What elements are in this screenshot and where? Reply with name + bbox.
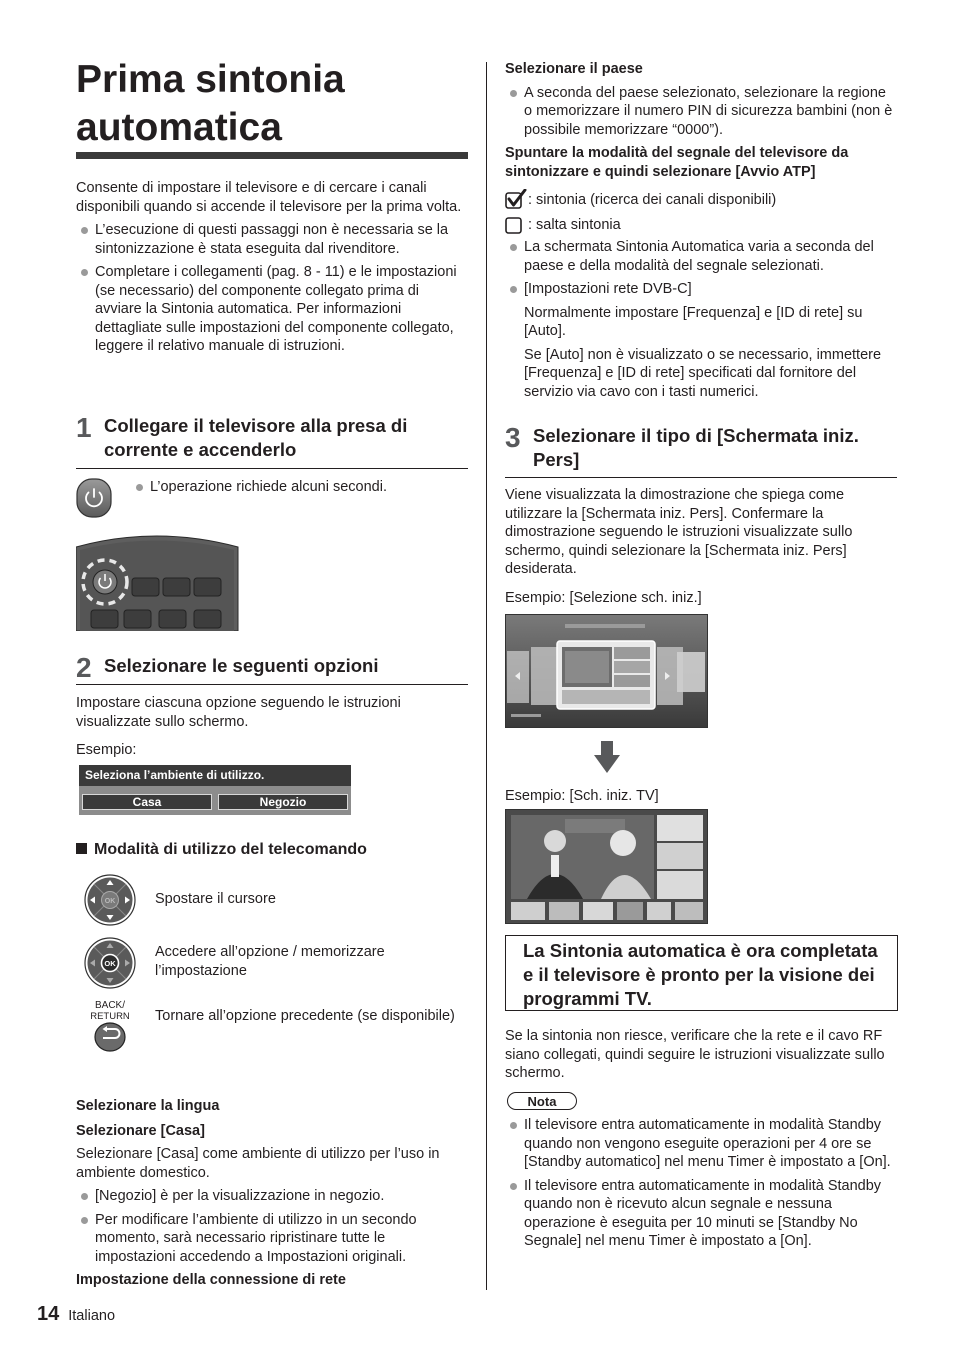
remote-usage-heading: Modalità di utilizzo del telecomando — [76, 840, 468, 860]
subheading: Selezionare il paese — [505, 61, 643, 77]
casa-text: Selezionare [Casa] come ambiente di utilizzo per l’uso in ambiente domestico. — [76, 1146, 440, 1181]
step-1-bullet: L’operazione richiede alcuni secondi. — [131, 478, 480, 497]
intro-bullet: Completare i collegamenti (pag. 8 - 11) e le impostazioni (se necessario) del componente collegato prima di avviare la Sintonia automatica. Per informazioni dettagliate sulle impostazioni del componente collegato, leggere il relativo manuale di istruzioni. — [76, 263, 468, 356]
atp-bullet: La schermata Sintonia Automatica varia a seconda del paese e della modalità del segnale selezionati. — [505, 238, 897, 275]
country-bullet: A seconda del paese selezionato, selezionare la regione o memorizzare il numero PIN di sicurezza bambini (non è possibile memorizzare “0000”). — [505, 84, 897, 140]
ok-button-icon — [84, 937, 136, 989]
nota-bullet: Il televisore entra automaticamente in modalità Standby quando non è ricevuto alcun segnale e nessuna operazione è eseguita per 10 minuti se [Standby No Segnale] nel menu Timer è impostato a [On]. — [505, 1177, 897, 1251]
empty-checkbox-icon — [505, 214, 527, 236]
cursor-dpad-icon — [84, 874, 136, 926]
divider — [76, 684, 468, 685]
column-divider — [486, 62, 487, 1290]
left-column — [76, 0, 468, 1288]
menu-option-casa[interactable]: Casa — [82, 794, 212, 810]
step-2-text: Impostare ciascuna opzione seguendo le istruzioni visualizzate sullo schermo. — [76, 695, 401, 730]
step-1-heading — [76, 414, 468, 462]
example-label: Esempio: — [76, 742, 137, 758]
page-title: Prima sintonia automatica — [76, 58, 345, 149]
dvbc-text: Normalmente impostare [Frequenza] e [ID di rete] su [Auto]. — [524, 304, 863, 339]
power-button-icon — [76, 478, 112, 518]
check-on-label: : sintonia (ricerca dei canali disponibili) — [528, 191, 777, 208]
home-screen-selection-screenshot — [505, 614, 708, 728]
svg-text:OK: OK — [104, 898, 116, 905]
remote-item-label: Tornare all’opzione precedente (se disponibile) — [155, 1008, 455, 1024]
title-bar — [76, 152, 468, 159]
back-label: BACK/ — [94, 1000, 126, 1011]
remote-control-illustration — [76, 533, 239, 631]
down-arrow-icon — [594, 741, 620, 773]
page-number: 14 — [37, 1303, 60, 1325]
usage-environment-menu — [79, 765, 351, 815]
example-label: Esempio: [Selezione sch. iniz.] — [505, 589, 702, 606]
menu-option-negozio[interactable]: Negozio — [218, 794, 348, 810]
subheading: Selezionare [Casa] — [76, 1122, 205, 1139]
dvbc-text: Se [Auto] non è visualizzato o se necessario, immettere [Frequenza] e [ID di rete] specificati dal fornitore del servizio via cavo con i tasti numerici. — [524, 346, 882, 400]
checked-checkbox-icon — [505, 189, 527, 211]
divider — [76, 468, 468, 469]
nota-bullet: Il televisore entra automaticamente in modalità Standby quando non vengono eseguite operazioni per 4 ore se [Standby automatico] nel menu Timer è impostato a [On]. — [505, 1116, 897, 1172]
remote-item-label: Spostare il cursore — [155, 891, 276, 907]
square-bullet-icon — [76, 843, 87, 854]
casa-bullet: Per modificare l’ambiente di utilizzo in un secondo momento, sarà necessario ripristinare tutte le impostazioni accedendo a Impostazioni originali. — [76, 1211, 468, 1267]
footer-language: Italiano — [68, 1308, 116, 1324]
menu-header: Seleziona l’ambiente di utilizzo. — [85, 768, 265, 782]
step-3-text: Viene visualizzata la dimostrazione che spiega come utilizzare la [Schermata iniz. Pers]. Confermare la dimostrazione seguendo le istruzioni visualizzate sullo schermo, quindi selezionare la [Schermata iniz. Pers] desiderata. — [505, 487, 853, 577]
intro-text: Consente di impostare il televisore e di cercare i canali disponibili quando si accende il televisore per la prima volta. — [76, 180, 462, 215]
step-2-heading — [76, 654, 468, 682]
step-number: 1 — [76, 412, 92, 443]
return-label: RETURN — [90, 1011, 130, 1022]
step-title: Collegare il televisore alla presa di corrente e accenderlo — [104, 415, 408, 460]
subheading: Selezionare la lingua — [76, 1098, 220, 1114]
intro-bullet: L’esecuzione di questi passaggi non è necessaria se la sintonizzazione è stata eseguita dal rivenditore. — [76, 221, 468, 258]
page-footer — [37, 1303, 115, 1326]
atp-bullet: [Impostazioni rete DVB-C] — [505, 280, 897, 299]
back-return-button-icon — [88, 998, 132, 1054]
step-number: 3 — [505, 422, 521, 453]
tv-home-screen-screenshot — [505, 809, 708, 924]
remote-item-label: Accedere all’opzione / memorizzare l’impostazione — [155, 944, 385, 979]
step-title: Selezionare il tipo di [Schermata iniz. Pers] — [533, 425, 859, 470]
step-title: Selezionare le seguenti opzioni — [104, 655, 379, 676]
example-label: Esempio: [Sch. iniz. TV] — [505, 788, 659, 804]
completion-text: La Sintonia automatica è ora completata e il televisore è pronto per la visione dei programmi TV. — [523, 940, 878, 1009]
step-3-heading — [505, 424, 897, 472]
nota-label: Nota — [507, 1092, 577, 1110]
check-off-label: : salta sintonia — [528, 216, 621, 233]
subheading: Spuntare la modalità del segnale del televisore da sintonizzare e quindi selezionare [Avvio ATP] — [505, 145, 849, 180]
casa-bullet: [Negozio] è per la visualizzazione in negozio. — [76, 1187, 468, 1206]
completion-box — [505, 935, 898, 1011]
subheading: Impostazione della connessione di rete — [76, 1272, 346, 1288]
step-number: 2 — [76, 652, 92, 683]
checkbox-legend-on — [505, 189, 897, 211]
divider — [505, 477, 897, 478]
ok-label: OK — [104, 959, 116, 968]
checkbox-legend-off — [505, 214, 897, 236]
failure-text: Se la sintonia non riesce, verificare che la rete e il cavo RF siano collegati, quindi seguire le istruzioni visualizzate sullo schermo. — [505, 1028, 885, 1081]
